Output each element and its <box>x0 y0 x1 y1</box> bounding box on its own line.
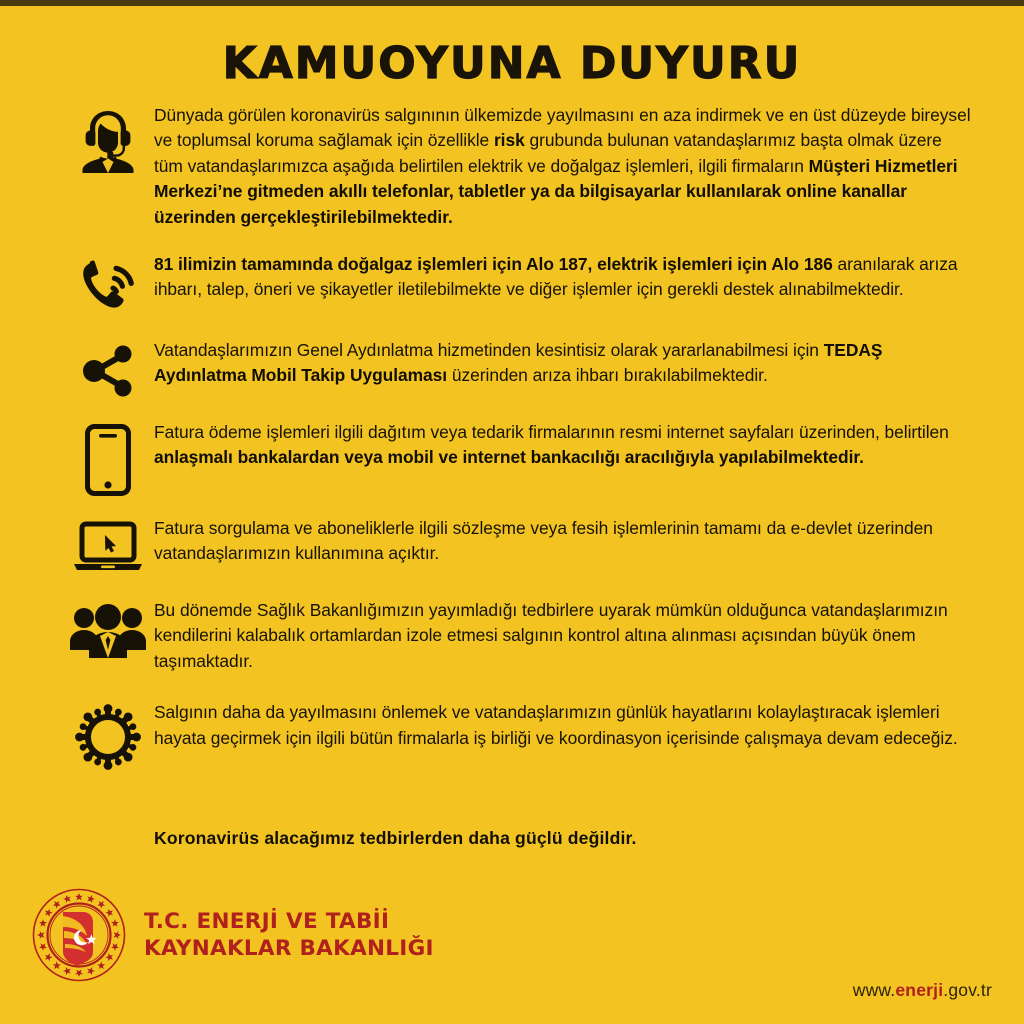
website-url[interactable] <box>853 980 992 1001</box>
list-item-text: 81 ilimizin tamamında doğalgaz işlemleri için Alo 187, elektrik işlemleri için Alo 186 aranılarak arıza ihbarı, talep, öneri ve şikayetler iletilebilmekte ve diğer işlemler için gerekli destek alınabilmektedir. <box>154 254 958 300</box>
turkish-republic-seal-icon <box>30 886 128 984</box>
people-group-icon <box>62 598 154 660</box>
ministry-logo-block <box>30 886 434 984</box>
page-title: KAMUOYUNA DUYURU <box>222 38 802 89</box>
smartphone-icon <box>62 420 154 496</box>
ministry-name-line1: T.C. ENERJİ VE TABİİ <box>144 909 390 934</box>
list-item <box>0 252 1024 318</box>
website-prefix: www. <box>852 980 896 1000</box>
list-item <box>0 516 1024 576</box>
list-item <box>0 420 1024 496</box>
ministry-name <box>144 908 434 962</box>
list-item-text: Bu dönemde Sağlık Bakanlığımızın yayımladığı tedbirlere uyarak mümkün olduğunca vatandaşlarımızın kendilerini kalabalık ortamlardan izole etmesi salgının kontrol altına alınması açısından büyük önem taşımaktadır. <box>154 600 948 671</box>
ringing-phone-icon <box>62 252 154 318</box>
list-item <box>0 103 1024 230</box>
top-border-strip <box>0 0 1024 6</box>
closing-statement: Koronavirüs alacağımız tedbirlerden daha güçlü değildir. <box>154 828 637 848</box>
list-item-text: Salgının daha da yayılmasını önlemek ve vatandaşlarımızın günlük hayatlarını kolaylaştıracak işlemleri hayata geçirmek için ilgili bütün firmalarla iş birliği ve koordinasyon içerisinde çalışmaya devam edeceğiz. <box>154 702 958 748</box>
ministry-name-line2: KAYNAKLAR BAKANLIĞI <box>144 936 434 961</box>
list-item-text: Dünyada görülen koronavirüs salgınının ülkemizde yayılmasını en aza indirmek ve en üst düzeyde bireysel ve toplumsal koruma sağlamak için özellikle risk grubunda bulunan vatandaşlarımız başta olmak üzere tüm vatandaşlarımızca aşağıda belirtilen elektrik ve doğalgaz işlemleri, ilgili firmaların Müşteri Hizmetleri Merkezi’ne gitmeden akıllı telefonlar, tabletler ya da bilgisayarlar kullanılarak online kanallar üzerinden gerçekleştirilebilmektedir. <box>154 105 971 227</box>
share-network-icon <box>62 338 154 400</box>
list-item <box>0 598 1024 674</box>
list-item-text: Vatandaşlarımızın Genel Aydınlatma hizmetinden kesintisiz olarak yararlanabilmesi için TEDAŞ Aydınlatma Mobil Takip Uygulaması üzerinden arıza ihbarı bırakılabilmektedir. <box>154 340 883 386</box>
coronavirus-icon <box>62 700 154 770</box>
list-item <box>0 338 1024 400</box>
list-item <box>0 700 1024 770</box>
headset-operator-icon <box>62 103 154 177</box>
website-brand: enerji <box>895 980 944 1000</box>
website-suffix: .gov.tr <box>943 980 992 1000</box>
list-item-text: Fatura sorgulama ve aboneliklerle ilgili sözleşme veya fesih işlemlerinin tamamı da e-devlet üzerinden vatandaşlarımızın kullanımına açıktır. <box>154 518 933 564</box>
laptop-icon <box>62 516 154 576</box>
announcement-items-list <box>0 103 1024 784</box>
list-item-text: Fatura ödeme işlemleri ilgili dağıtım veya tedarik firmalarının resmi internet sayfaları üzerinden, belirtilen anlaşmalı bankalardan veya mobil ve internet bankacılığı aracılığıyla yapılabilmektedir. <box>154 422 949 468</box>
